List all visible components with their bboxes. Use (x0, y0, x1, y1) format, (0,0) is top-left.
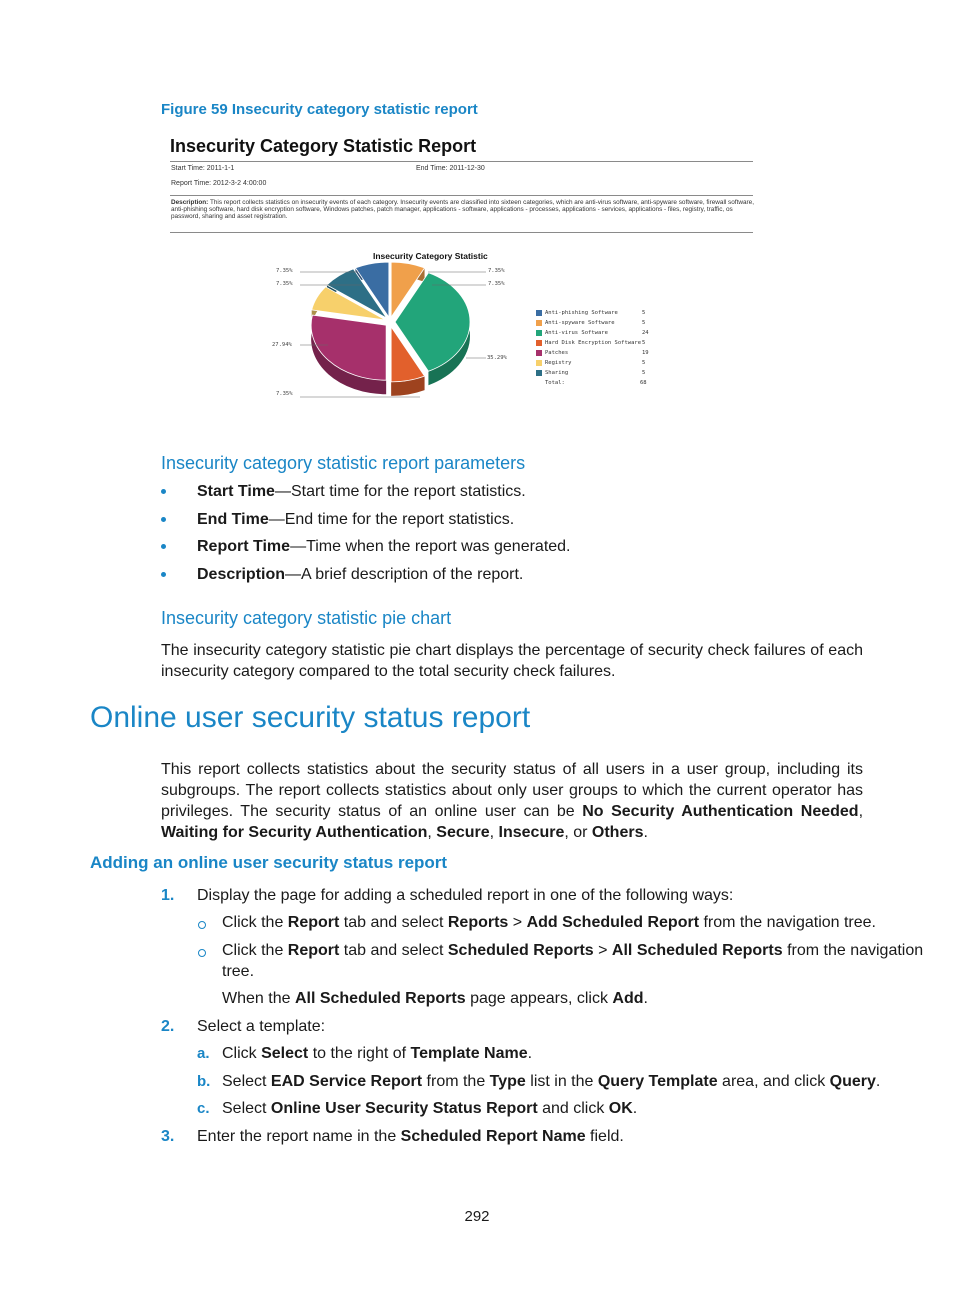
step-1-sub-2-cont: tree. (222, 963, 255, 980)
term: Start Time (197, 483, 275, 500)
legend-swatch (536, 330, 542, 336)
report-title-rule (170, 161, 753, 162)
pct-label-anti-spyware: 7.35% (488, 281, 505, 287)
term-desc: —End time for the report statistics. (268, 511, 515, 528)
legend-value: 5 (642, 320, 646, 326)
term-desc: —A brief description of the report. (285, 566, 524, 583)
step-3-text: Enter the report name in the Scheduled Report Name field. (197, 1128, 624, 1145)
term-desc: —Time when the report was generated. (290, 538, 571, 555)
page-number: 292 (464, 1208, 490, 1225)
separator: , (489, 824, 499, 841)
section-title: Online user security status report (90, 701, 531, 734)
step-number: 3. (161, 1128, 175, 1145)
pie-paragraph: The insecurity category statistic pie chart displays the percentage of security check failures of each insecurity category compared to the total security check failures. (161, 642, 863, 680)
online-paragraph (161, 759, 863, 843)
step-1-sub-1: Click the Report tab and select Reports > Add Scheduled Report from the navigation tree. (222, 914, 876, 931)
report-description (171, 199, 754, 221)
status-no-auth: No Security Authentication Needed (582, 803, 859, 820)
circle-bullet (198, 949, 206, 957)
params-heading: Insecurity category statistic report parameters (161, 453, 526, 473)
pct-label-sharing: 7.35% (276, 281, 293, 287)
pct-label-registry: 7.35% (276, 268, 293, 274)
status-others: Others (591, 824, 644, 841)
legend-value: 24 (642, 330, 649, 336)
figure-caption: Figure 59 Insecurity category statistic report (161, 101, 478, 118)
separator: , (427, 824, 437, 841)
params-list (161, 483, 861, 593)
step-1-text: Display the page for adding a scheduled report in one of the following ways: (197, 887, 734, 904)
report-figure (170, 132, 754, 422)
legend-value: 5 (642, 370, 646, 376)
legend-value: 5 (642, 340, 646, 346)
report-desc-rule-bottom (170, 232, 753, 233)
term: Description (197, 566, 286, 583)
legend-value: 5 (642, 310, 646, 316)
legend-value: 19 (642, 350, 649, 356)
step-number: 2. (161, 1018, 175, 1035)
legend-label: Patches (545, 350, 569, 356)
para-text: This report collects statistics about the security status of all users in a user group, including its subgroups. The report collects statistics about only user groups to which the current operator has privileges. The security status of an online user can be (161, 761, 863, 820)
step-2c-text: Select Online User Security Status Report and click OK. (222, 1100, 638, 1117)
term: Report Time (197, 538, 291, 555)
report-description-text: This report collects statistics on insecurity events of each category. Insecurity events are classified into sixteen categories, which are anti-virus software, anti-spyware software, firewall software, anti-phishing software, hard disk encryption software, Windows patches, patch manager, applications - software, applications - processes, applications - services, applications - files, registry, traffic, os password, sharing and asset registration. (171, 199, 754, 221)
legend-swatch (536, 340, 542, 346)
step-1-note: When the All Scheduled Reports page appears, click Add. (222, 990, 648, 1007)
legend-label: Hard Disk Encryption Software (545, 340, 642, 346)
bullet-dot (161, 517, 166, 522)
report-end-time: End Time: 2011-12-30 (416, 165, 485, 172)
legend-total-label: Total: (545, 380, 565, 386)
term-desc: —Start time for the report statistics. (274, 483, 526, 500)
separator: , or (564, 824, 592, 841)
circle-bullet (198, 921, 206, 929)
report-title: Insecurity Category Statistic Report (170, 136, 477, 156)
separator: . (643, 824, 648, 841)
step-number: 1. (161, 887, 175, 904)
legend-label: Registry (545, 360, 572, 366)
status-secure: Secure (436, 824, 490, 841)
bullet-dot (161, 572, 166, 577)
step-2b-text: Select EAD Service Report from the Type list in the Query Template area, and click Query. (222, 1073, 881, 1090)
legend-swatch (536, 360, 542, 366)
legend-swatch (536, 310, 542, 316)
legend-label: Anti-phishing Software (545, 310, 618, 316)
pct-label-anti-virus: 35.29% (487, 355, 507, 361)
legend-total-value: 68 (640, 380, 647, 386)
legend-swatch (536, 320, 542, 326)
report-start-time: Start Time: 2011-1-1 (171, 165, 235, 172)
step-2-text: Select a template: (197, 1018, 326, 1035)
term: End Time (197, 511, 269, 528)
report-description-label: Description: (171, 199, 209, 206)
legend-value: 5 (642, 360, 646, 366)
subsection-title: Adding an online user security status report (90, 853, 448, 872)
legend-label: Anti-virus Software (545, 330, 608, 336)
chart-title: Insecurity Category Statistic (373, 251, 488, 261)
report-desc-rule-top (170, 195, 753, 196)
legend-swatch (536, 350, 542, 356)
legend-swatch (536, 370, 542, 376)
step-1-sub-2: Click the Report tab and select Scheduled Reports > All Scheduled Reports from the navigation (222, 942, 924, 959)
step-2a-text: Click Select to the right of Template Name. (222, 1045, 533, 1062)
pct-label-hard-disk: 7.35% (276, 391, 293, 397)
bullet-dot (161, 544, 166, 549)
bullet-dot (161, 489, 166, 494)
report-generated-time: Report Time: 2012-3-2 4:00:00 (171, 180, 267, 187)
status-waiting: Waiting for Security Authentication (161, 824, 428, 841)
sub-step-letter: c. (197, 1100, 210, 1117)
pie-chart (270, 262, 520, 412)
pie-heading: Insecurity category statistic pie chart (161, 608, 452, 628)
legend-label: Anti-spyware Software (545, 320, 615, 326)
pie-slice (311, 315, 386, 380)
status-insecure: Insecure (498, 824, 565, 841)
sub-step-letter: b. (197, 1073, 211, 1090)
pct-label-patches: 27.94% (272, 342, 292, 348)
pct-label-anti-phishing: 7.35% (488, 268, 505, 274)
legend-label: Sharing (545, 370, 569, 376)
sub-step-letter: a. (197, 1045, 210, 1062)
separator: , (858, 803, 864, 820)
